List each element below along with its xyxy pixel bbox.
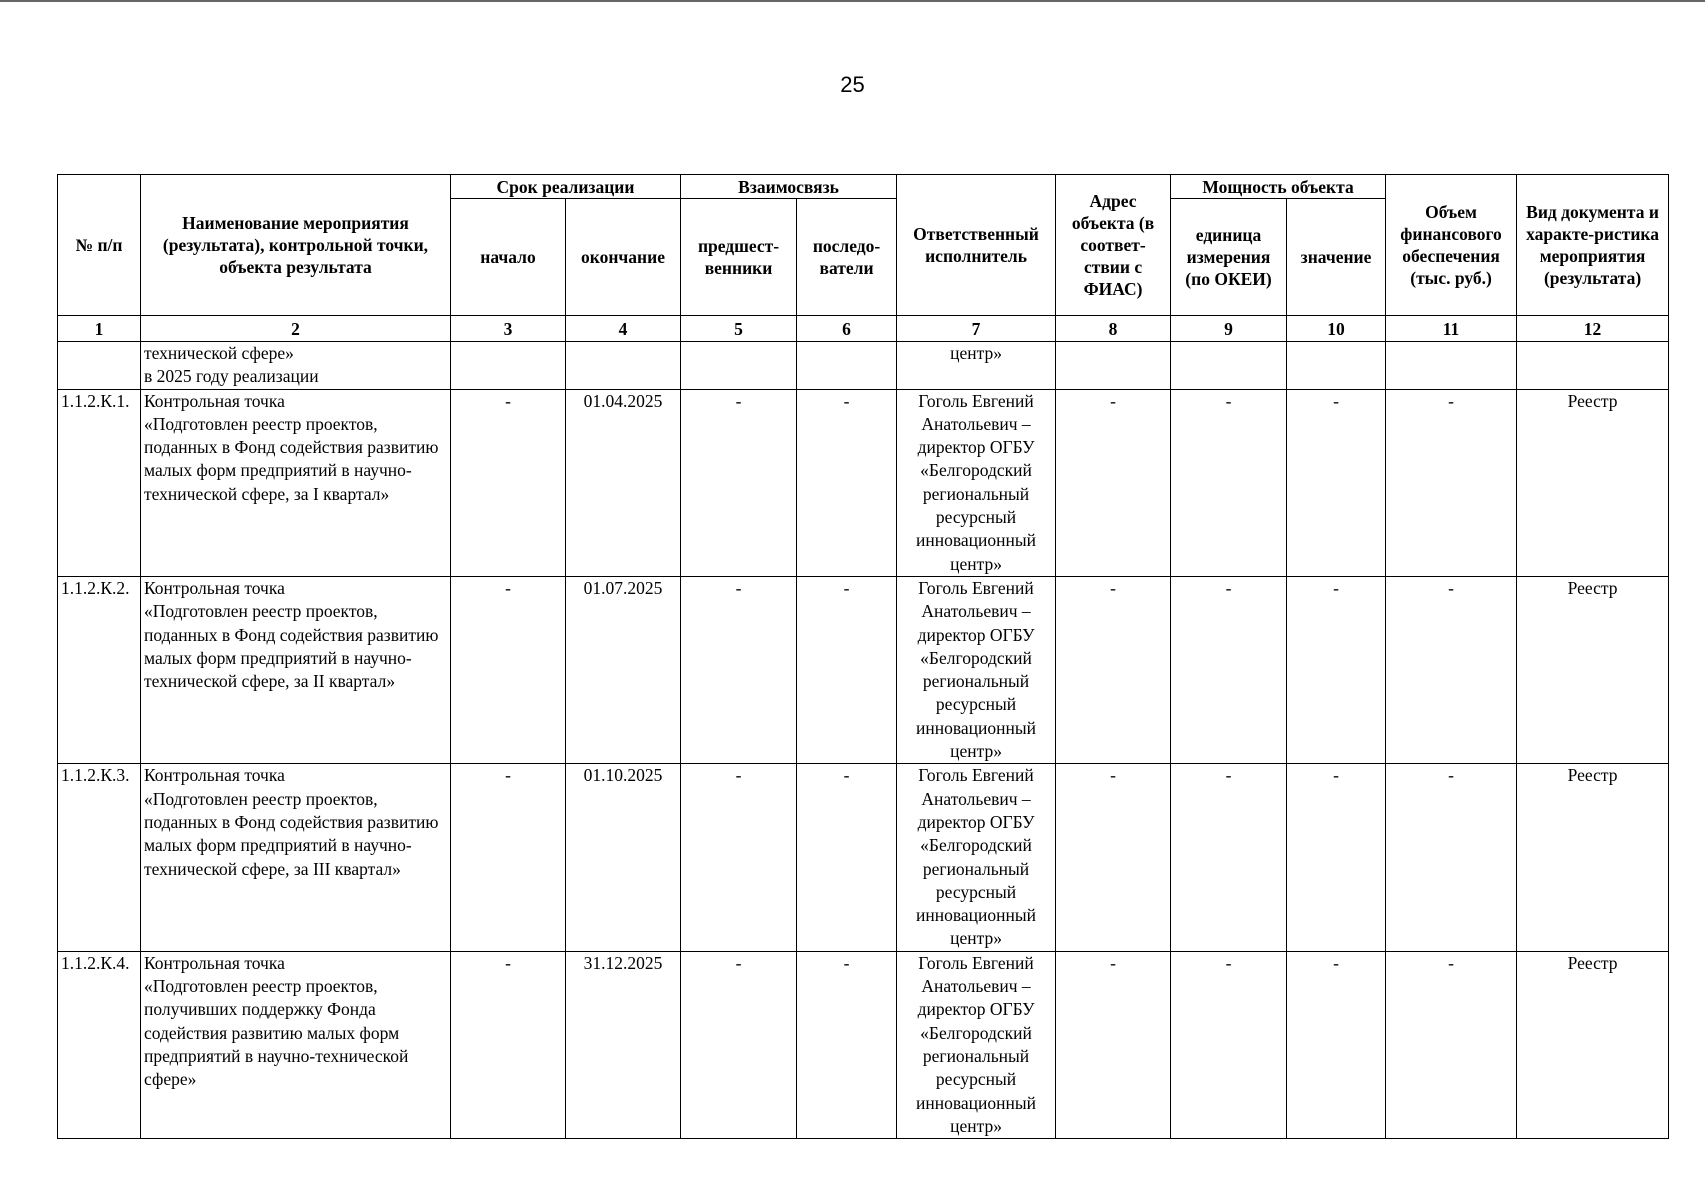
cell-executor: Гоголь Евгений Анатольевич – директор ОГБУ «Белгородский региональный ресурсный инновационный центр» (897, 576, 1056, 763)
header-executor: Ответственный исполнитель (897, 175, 1056, 316)
column-number: 2 (141, 316, 451, 342)
column-number: 9 (1171, 316, 1287, 342)
cell-address: - (1056, 951, 1171, 1138)
column-number: 5 (681, 316, 797, 342)
cell-name: Контрольная точка «Подготовлен реестр проектов, поданных в Фонд содействия развитию малых форм предприятий в научно-технической сфере, за III квартал» (141, 764, 451, 951)
cell-doc-type: Реестр (1517, 576, 1669, 763)
column-number: 1 (58, 316, 141, 342)
cell-start: - (451, 764, 566, 951)
cell-end (566, 342, 681, 390)
header-capacity-group: Мощность объекта (1171, 175, 1386, 199)
column-number: 8 (1056, 316, 1171, 342)
cell-end: 01.04.2025 (566, 389, 681, 576)
header-start: начало (451, 199, 566, 316)
cell-name: Контрольная точка «Подготовлен реестр проектов, поданных в Фонд содействия развитию малых форм предприятий в научно-технической сфере, за II квартал» (141, 576, 451, 763)
cell-executor: центр» (897, 342, 1056, 390)
column-number-row (58, 316, 1669, 342)
cell-address (1056, 342, 1171, 390)
header-link-group: Взаимосвязь (681, 175, 897, 199)
cell-executor: Гоголь Евгений Анатольевич – директор ОГБУ «Белгородский региональный ресурсный инновационный центр» (897, 389, 1056, 576)
cell-name: технической сфере» в 2025 году реализации (141, 342, 451, 390)
header-address: Адрес объекта (в соответ-ствии с ФИАС) (1056, 175, 1171, 316)
column-number: 3 (451, 316, 566, 342)
table-row (58, 764, 1669, 951)
column-number: 12 (1517, 316, 1669, 342)
column-number: 10 (1287, 316, 1386, 342)
cell-doc-type: Реестр (1517, 389, 1669, 576)
cell-funding (1386, 342, 1517, 390)
cell-id (58, 342, 141, 390)
header-successors: последо-ватели (797, 199, 897, 316)
top-border-line (0, 0, 1705, 2)
cell-id: 1.1.2.К.1. (58, 389, 141, 576)
cell-predecessors: - (681, 576, 797, 763)
cell-funding: - (1386, 764, 1517, 951)
cell-successors: - (797, 951, 897, 1138)
cell-doc-type: Реестр (1517, 764, 1669, 951)
cell-name: Контрольная точка «Подготовлен реестр проектов, поданных в Фонд содействия развитию малых форм предприятий в научно-технической сфере, за I квартал» (141, 389, 451, 576)
cell-doc-type (1517, 342, 1669, 390)
cell-end: 01.07.2025 (566, 576, 681, 763)
cell-name: Контрольная точка «Подготовлен реестр проектов, получивших поддержку Фонда содействия развитию малых форм предприятий в научно-технической сфере» (141, 951, 451, 1138)
column-number: 4 (566, 316, 681, 342)
header-funding: Объем финансового обеспечения (тыс. руб.) (1386, 175, 1517, 316)
cell-id: 1.1.2.К.3. (58, 764, 141, 951)
cell-predecessors: - (681, 764, 797, 951)
cell-end: 01.10.2025 (566, 764, 681, 951)
cell-successors (797, 342, 897, 390)
cell-unit: - (1171, 389, 1287, 576)
cell-start: - (451, 951, 566, 1138)
column-number: 7 (897, 316, 1056, 342)
cell-end: 31.12.2025 (566, 951, 681, 1138)
cell-value: - (1287, 389, 1386, 576)
cell-unit (1171, 342, 1287, 390)
header-value: значение (1287, 199, 1386, 316)
cell-funding: - (1386, 389, 1517, 576)
continuation-row (58, 342, 1669, 390)
cell-value (1287, 342, 1386, 390)
cell-predecessors: - (681, 389, 797, 576)
cell-successors: - (797, 389, 897, 576)
plan-table (57, 174, 1669, 1139)
cell-executor: Гоголь Евгений Анатольевич – директор ОГБУ «Белгородский региональный ресурсный инновационный центр» (897, 764, 1056, 951)
cell-unit: - (1171, 576, 1287, 763)
cell-start: - (451, 389, 566, 576)
cell-unit: - (1171, 764, 1287, 951)
table-row (58, 951, 1669, 1138)
column-number: 11 (1386, 316, 1517, 342)
cell-predecessors: - (681, 951, 797, 1138)
cell-value: - (1287, 764, 1386, 951)
header-end: окончание (566, 199, 681, 316)
header-period-group: Срок реализации (451, 175, 681, 199)
column-number: 6 (797, 316, 897, 342)
cell-successors: - (797, 764, 897, 951)
cell-address: - (1056, 389, 1171, 576)
page-number: 25 (840, 72, 865, 97)
cell-doc-type: Реестр (1517, 951, 1669, 1138)
cell-predecessors (681, 342, 797, 390)
header-num: № п/п (58, 175, 141, 316)
cell-value: - (1287, 576, 1386, 763)
cell-id: 1.1.2.К.2. (58, 576, 141, 763)
header-row-1 (58, 175, 1669, 199)
header-doc-type: Вид документа и характе-ристика мероприятия (результата) (1517, 175, 1669, 316)
header-predecessors: предшест-венники (681, 199, 797, 316)
cell-start: - (451, 576, 566, 763)
table-row (58, 576, 1669, 763)
cell-address: - (1056, 764, 1171, 951)
header-unit: единица измерения (по ОКЕИ) (1171, 199, 1287, 316)
cell-unit: - (1171, 951, 1287, 1138)
cell-value: - (1287, 951, 1386, 1138)
cell-funding: - (1386, 576, 1517, 763)
header-name: Наименование мероприятия (результата), контрольной точки, объекта результата (141, 175, 451, 316)
cell-address: - (1056, 576, 1171, 763)
cell-successors: - (797, 576, 897, 763)
cell-executor: Гоголь Евгений Анатольевич – директор ОГБУ «Белгородский региональный ресурсный инновационный центр» (897, 951, 1056, 1138)
table-row (58, 389, 1669, 576)
cell-funding: - (1386, 951, 1517, 1138)
cell-start (451, 342, 566, 390)
cell-id: 1.1.2.К.4. (58, 951, 141, 1138)
